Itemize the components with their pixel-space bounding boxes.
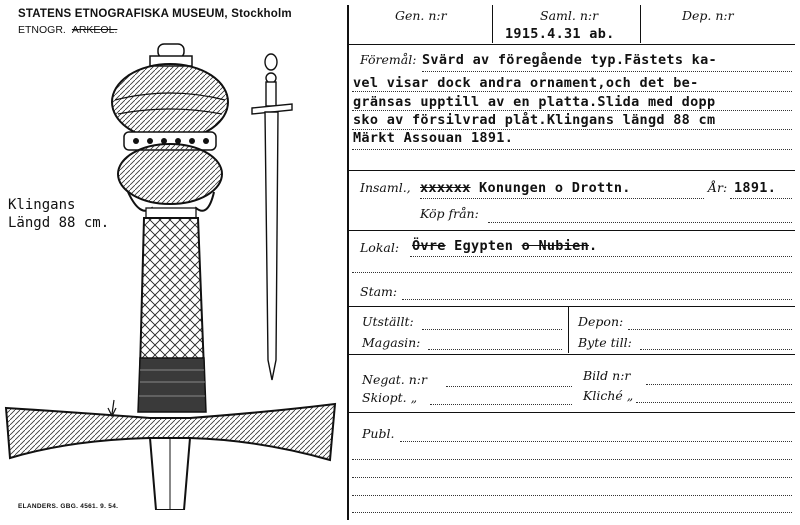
kop-fran-label: Köp från:: [420, 206, 479, 221]
kop-dots: [488, 222, 792, 223]
depon-label: Depon:: [578, 314, 624, 329]
dep-nr-label: Dep. n:r: [682, 8, 734, 23]
arkeol-label-struck: ARKEOL.: [71, 24, 118, 36]
blade-note-line2: Längd 88 cm.: [8, 215, 110, 231]
insaml-struck: xxxxxx: [420, 180, 471, 196]
negat-dots: [446, 386, 572, 387]
publ-dots-3: [352, 477, 792, 478]
header-rule: [349, 44, 795, 45]
insaml-row: [420, 180, 631, 196]
foremal-dots-3: [352, 110, 792, 111]
foremal-label: Föremål:: [360, 52, 417, 67]
utstallt-label: Utställt:: [362, 314, 414, 329]
header-divider-1: [492, 5, 493, 43]
publ-label: Publ.: [362, 426, 395, 441]
saml-nr-value: 1915.4.31 ab.: [505, 26, 615, 42]
depon-dots: [628, 329, 792, 330]
department-line: [18, 24, 117, 36]
ar-value: 1891.: [734, 180, 777, 196]
foremal-dots-1: [422, 71, 792, 72]
foremal-line-2: vel visar dock andra ornament,och det be-: [353, 75, 699, 91]
stam-label: Stam:: [360, 284, 398, 299]
blade-length-note: [8, 196, 109, 232]
bild-label: Bild n:r: [583, 368, 631, 383]
kliche-dots: [636, 402, 792, 403]
publ-dots-2: [352, 459, 792, 460]
stam-rule: [349, 306, 795, 307]
ar-label: År:: [708, 180, 728, 195]
magasin-label: Magasin:: [362, 335, 421, 350]
insaml-dots: [420, 198, 704, 199]
kliche-label: Kliché „: [583, 388, 634, 403]
publ-dots-1: [400, 441, 792, 442]
foremal-line-3: gränsas upptill av en platta.Slida med dopp: [353, 94, 716, 110]
lokal-end: .: [589, 238, 598, 254]
negat-rule: [349, 412, 795, 413]
sword-hilt-drawing: [0, 40, 345, 510]
insaml-value: Konungen o Drottn.: [479, 180, 631, 196]
publ-dots-5: [352, 512, 792, 513]
negat-label: Negat. n:r: [362, 372, 427, 387]
printer-imprint: ELANDERS. GBG. 4561. 9. 54.: [18, 503, 119, 510]
saml-nr-label: Saml. n:r: [540, 8, 599, 23]
foremal-dots-4: [352, 129, 792, 130]
foremal-dots-5: [352, 149, 792, 150]
byte-till-label: Byte till:: [578, 335, 632, 350]
bild-dots: [646, 384, 792, 385]
foremal-dots-2: [352, 91, 792, 92]
gen-nr-label: Gen. n:r: [395, 8, 447, 23]
museum-heading: STATENS ETNOGRAFISKA MUSEUM, Stockholm: [18, 8, 292, 20]
insaml-label: Insaml.,: [360, 180, 411, 195]
lokal-row: [412, 238, 597, 254]
lokal-label: Lokal:: [360, 240, 400, 255]
foremal-rule: [349, 170, 795, 171]
lokal-value: Egypten: [454, 238, 514, 254]
publ-dots-4: [352, 495, 792, 496]
lokal-struck-2: o Nubien: [521, 238, 590, 254]
byte-dots: [640, 349, 792, 350]
foremal-line-1: Svärd av föregående typ.Fästets ka-: [422, 52, 717, 68]
lokal-struck-1: Övre: [412, 238, 446, 254]
etnogr-label: ETNOGR.: [18, 24, 66, 36]
insaml-rule: [349, 230, 795, 231]
magasin-dots: [428, 349, 562, 350]
ar-dots: [730, 198, 792, 199]
skiopt-label: Skiopt. „: [362, 390, 418, 405]
foremal-line-4: sko av försilvrad plåt.Klingans längd 88 cm: [353, 112, 716, 128]
utstallt-rule: [349, 354, 795, 355]
lokal-dots-1: [410, 256, 792, 257]
stam-dots: [402, 299, 792, 300]
header-divider-2: [640, 5, 641, 43]
skiopt-dots: [430, 404, 572, 405]
utstallt-dots: [422, 329, 562, 330]
lokal-dots-2: [352, 272, 792, 273]
blade-note-line1: Klingans: [8, 197, 76, 213]
utstallt-divider: [568, 306, 569, 353]
foremal-line-5: Märkt Assouan 1891.: [353, 130, 514, 146]
